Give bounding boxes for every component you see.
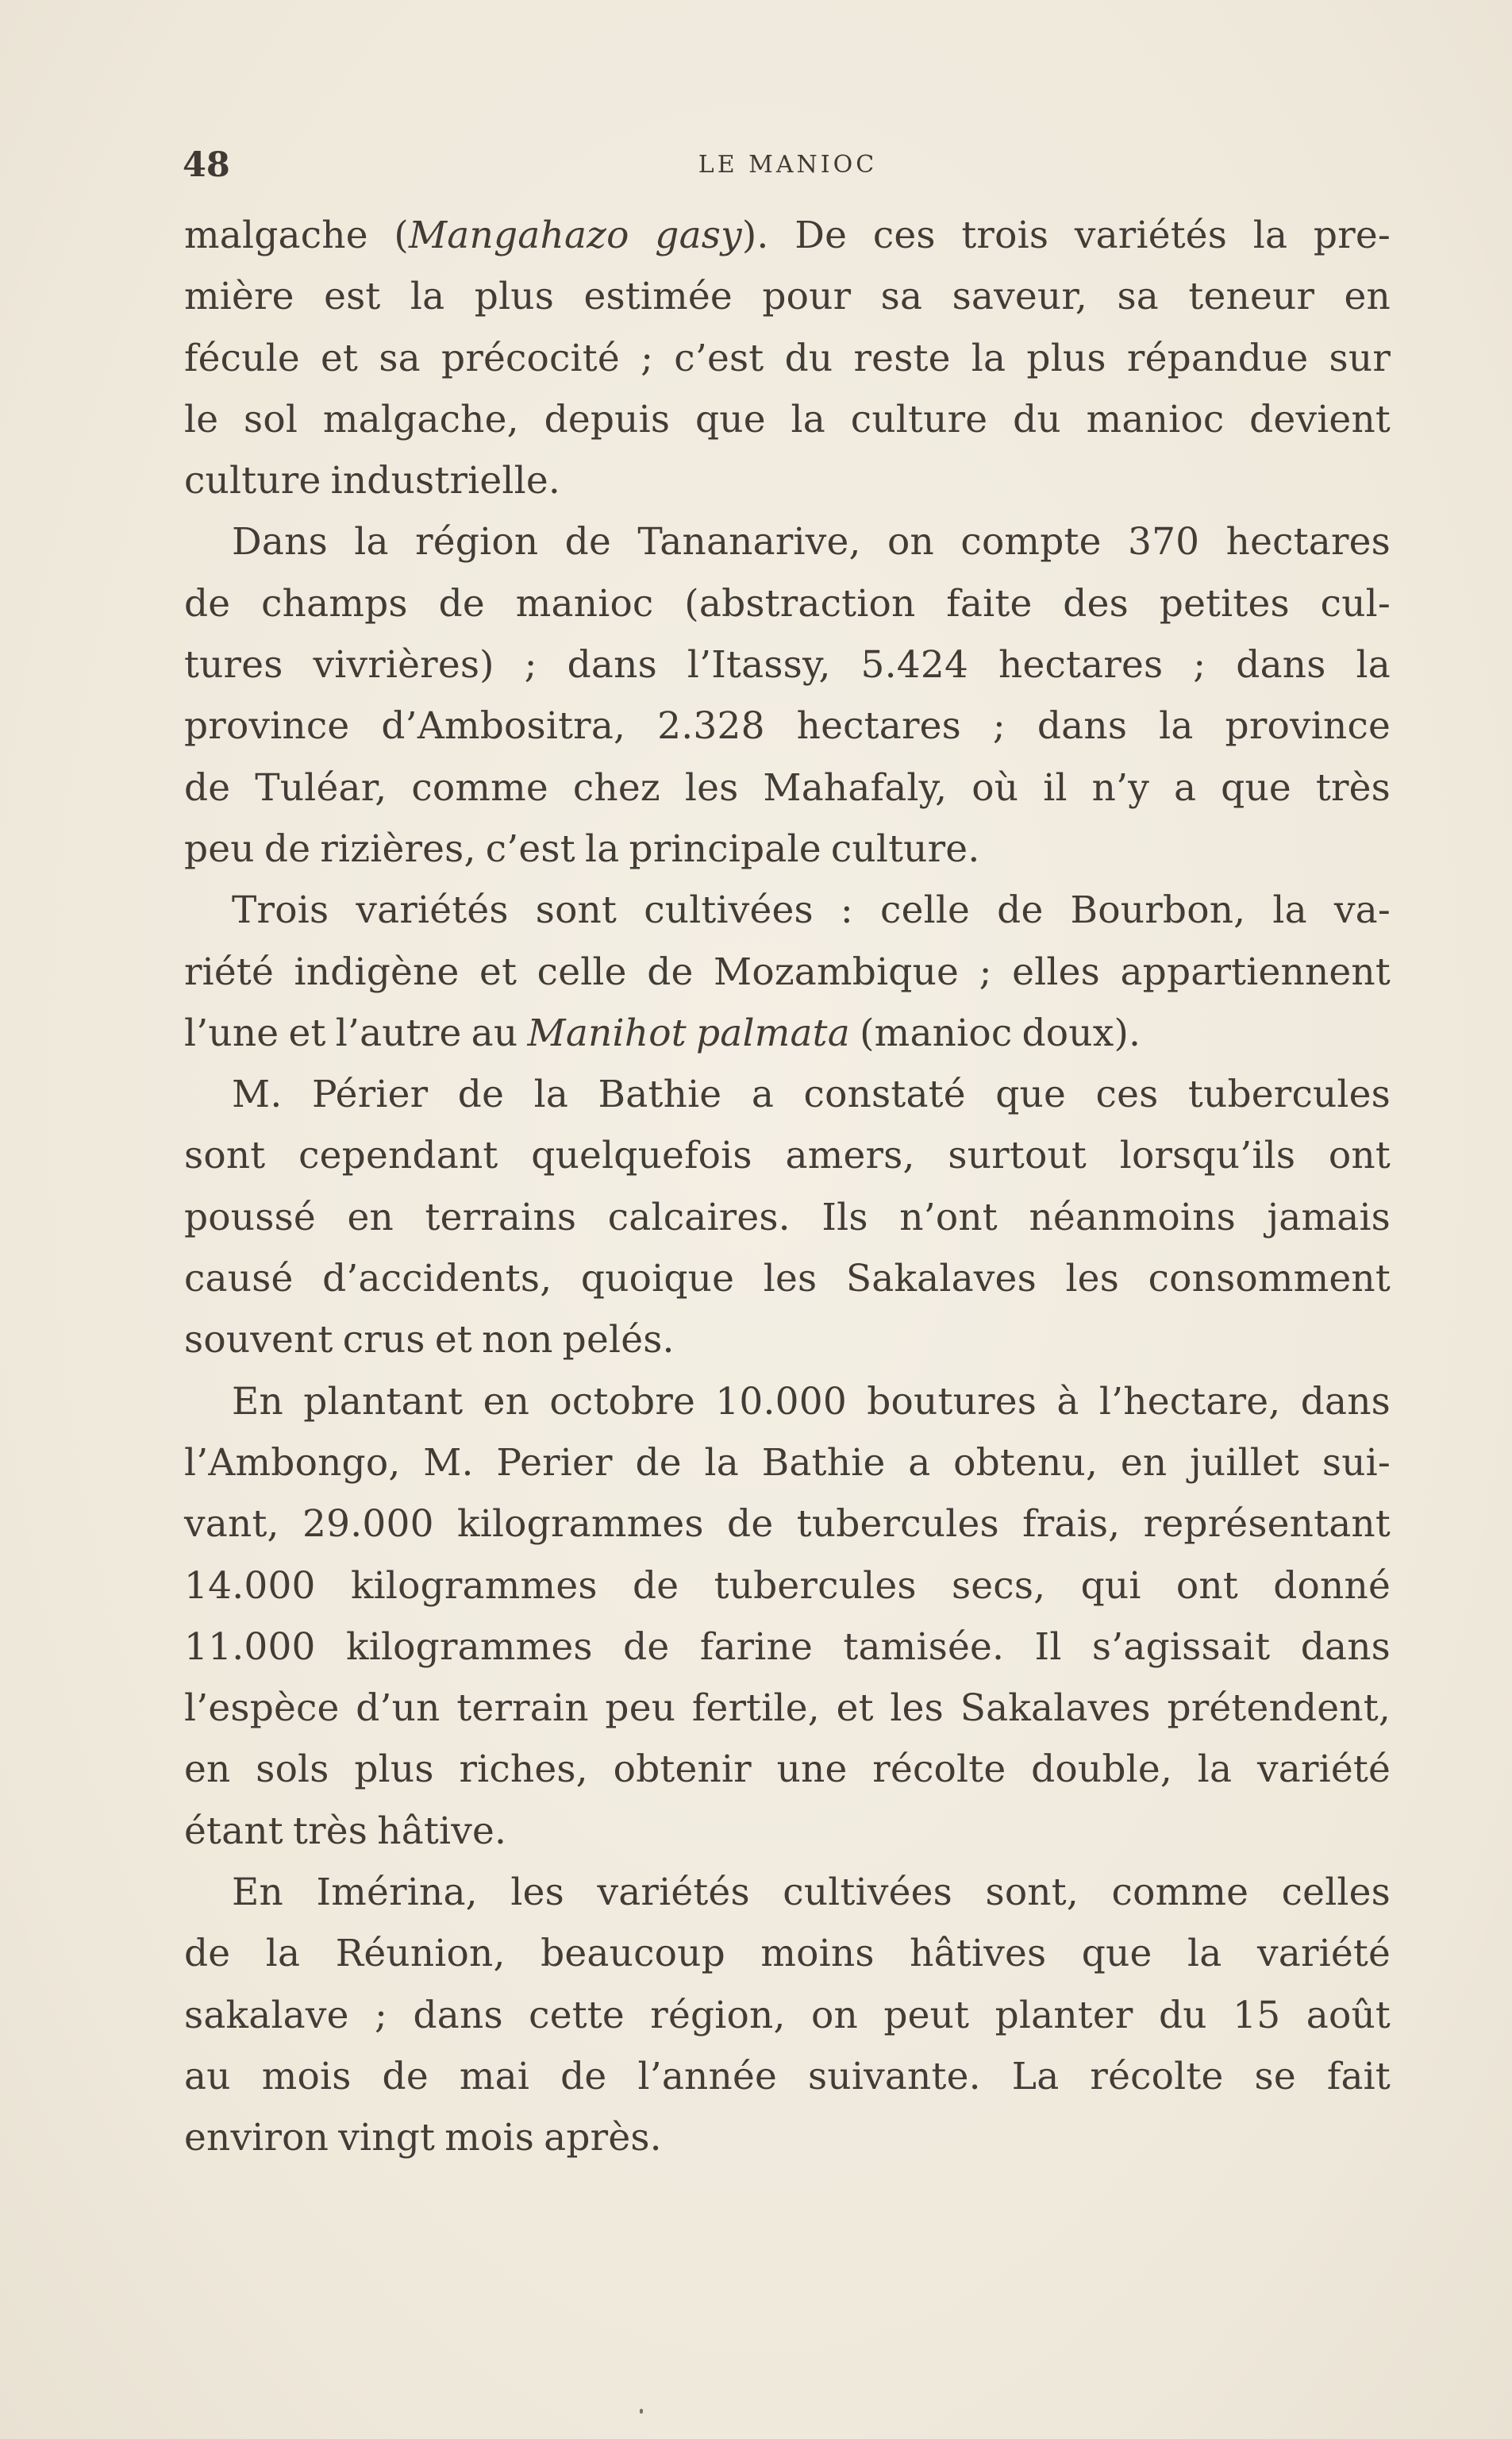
text-line: le sol malgache, depuis que la culture du manioc devient [184, 397, 1391, 441]
text-line: vant, 29.000 kilogrammes de tubercules frais, représentant [184, 1502, 1391, 1547]
text-line: étant très hâtive. [184, 1809, 507, 1853]
text-line [184, 205, 1391, 266]
text-line: l’espèce d’un terrain peu fertile, et les Sakalaves prétendent, [184, 1686, 1391, 1731]
text-line: l’Ambongo, M. Perier de la Bathie a obtenu, en juillet sui- [184, 1440, 1391, 1485]
text-line: sakalave ; dans cette région, on peut planter du 15 août [184, 1993, 1391, 2037]
text-line: en sols plus riches, obtenir une récolte double, la variété [184, 1747, 1391, 1792]
text-line: au mois de mai de l’année suivante. La récolte se fait [184, 2054, 1391, 2098]
paper-speck [640, 2409, 643, 2414]
text-segment: ). De ces trois variétés la pre- [741, 214, 1391, 257]
text-segment: malgache ( [184, 214, 409, 257]
text-line: tures vivrières) ; dans l’Itassy, 5.424 hectares ; dans la [184, 643, 1391, 688]
text-segment: (manioc doux). [850, 1011, 1141, 1055]
text-line: de champs de manioc (abstraction faite des petites cul- [184, 581, 1391, 626]
text-line: En Imérina, les variétés cultivées sont, comme celles [232, 1871, 1391, 1915]
text-line: En plantant en octobre 10.000 boutures à l’hectare, dans [232, 1379, 1391, 1424]
text-line: Trois variétés sont cultivées : celle de Bourbon, la va- [232, 888, 1391, 933]
text-line: de Tuléar, comme chez les Mahafaly, où il n’y a que très [184, 765, 1391, 810]
text-line: culture industrielle. [184, 459, 560, 503]
text-line: souvent crus et non pelés. [184, 1318, 675, 1362]
page-number: 48 [183, 145, 230, 185]
text-line: fécule et sa précocité ; c’est du reste la plus répandue sur [184, 336, 1391, 380]
text-line: riété indigène et celle de Mozambique ; elles appartiennent [184, 950, 1391, 994]
text-line [184, 1003, 1391, 1064]
italic-term: Manihot palmata [527, 1011, 850, 1055]
running-head: LE MANIOC [698, 151, 878, 179]
text-line: Dans la région de Tananarive, on compte 370 hectares [232, 520, 1391, 564]
text-segment: l’une et l’autre au [184, 1011, 528, 1055]
text-line: poussé en terrains calcaires. Ils n’ont néanmoins jamais [184, 1195, 1391, 1239]
text-line: peu de rizières, c’est la principale culture. [184, 826, 980, 871]
text-line: de la Réunion, beaucoup moins hâtives que la variété [184, 1932, 1391, 1976]
text-line: 14.000 kilogrammes de tubercules secs, qui ont donné [184, 1563, 1391, 1608]
text-line: M. Périer de la Bathie a constaté que ces tubercules [232, 1073, 1391, 1117]
text-line: causé d’accidents, quoique les Sakalaves les consomment [184, 1257, 1391, 1301]
page-header [183, 141, 1393, 189]
body-text [184, 205, 1391, 2169]
text-line: province d’Ambositra, 2.328 hectares ; dans la province [184, 704, 1391, 749]
italic-term: Mangahazo gasy [408, 214, 742, 257]
text-line: environ vingt mois après. [184, 2116, 662, 2160]
text-line: 11.000 kilogrammes de farine tamisée. Il s’agissait dans [184, 1624, 1391, 1669]
text-line: mière est la plus estimée pour sa saveur, sa teneur en [184, 275, 1391, 319]
text-line: sont cependant quelquefois amers, surtout lorsqu’ils ont [184, 1134, 1391, 1178]
